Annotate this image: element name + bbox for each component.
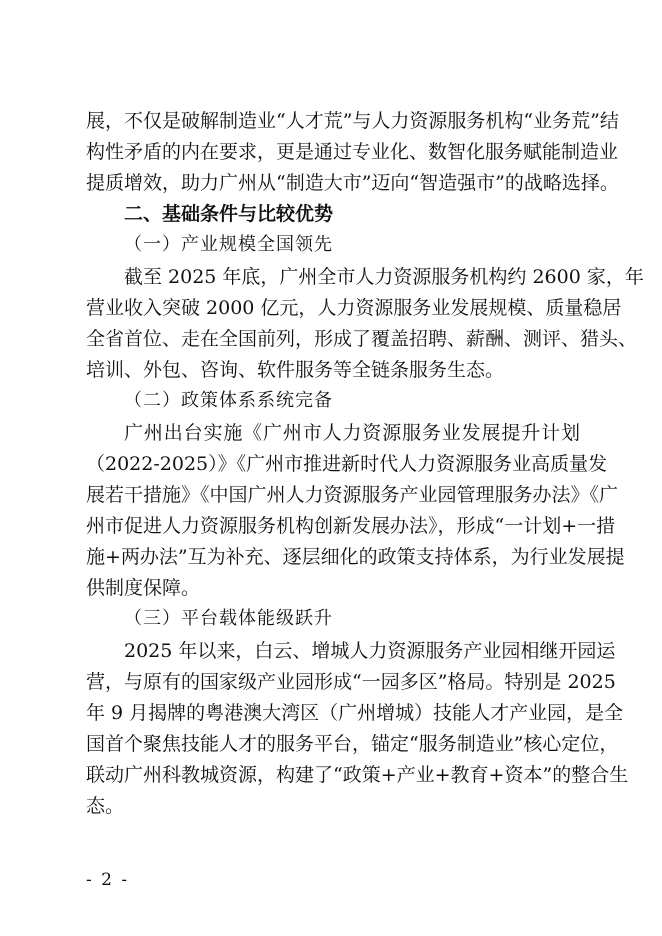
body-text-line: 截至 2025 年底，广州全市人力资源服务机构约 2600 家，年 (124, 266, 644, 288)
body-text-line: 年 9 月揭牌的粤港澳大湾区（广州增城）技能人才产业园，是全 (86, 702, 624, 724)
body-text-line: 广州出台实施《广州市人力资源服务业发展提升计划 (124, 422, 580, 444)
body-text-line: 态。 (86, 795, 125, 817)
body-text-line: （2022-2025）》《广州市推进新时代人力资源服务业高质量发 (86, 453, 608, 475)
body-text-line: 营业收入突破 2000 亿元，人力资源服务业发展规模、质量稳居 (86, 297, 622, 319)
body-text-line: 营，与原有的国家级产业园形成“一园多区”格局。特别是 2025 (86, 671, 616, 693)
body-text-line: 施+两办法”互为补充、逐层细化的政策支持体系，为行业发展提 (86, 546, 625, 568)
section-heading: 二、基础条件与比较优势 (124, 203, 334, 225)
body-text-line: 提质增效，助力广州从“制造大市”迈向“智造强市”的战略选择。 (86, 172, 619, 194)
subsection-heading-3: （三）平台载体能级跃升 (124, 608, 333, 629)
body-text-line: 国首个聚焦技能人才的服务平台，锚定“服务制造业”核心定位， (86, 733, 619, 755)
body-text-line: 构性矛盾的内在要求，更是通过专业化、数智化服务赋能制造业 (86, 141, 619, 163)
subsection-heading-2: （二）政策体系系统完备 (124, 390, 333, 411)
body-text-line: 展若干措施》《中国广州人力资源服务产业园管理服务办法》《广 (86, 484, 619, 506)
body-text-line: 2025 年以来，白云、增城人力资源服务产业园相继开园运 (124, 640, 616, 662)
body-text-line: 联动广州科教城资源，构建了“政策+产业+教育+资本”的整合生 (86, 764, 629, 786)
body-text-line: 全省首位、走在全国前列，形成了覆盖招聘、薪酬、测评、猎头、 (86, 328, 638, 350)
body-text-line: 州市促进人力资源服务机构创新发展办法》，形成“一计划+一措 (86, 515, 616, 537)
body-text-line: 培训、外包、咨询、软件服务等全链条服务生态。 (86, 359, 505, 381)
body-text-line: 展，不仅是破解制造业“人才荒”与人力资源服务机构“业务荒”结 (86, 110, 619, 132)
subsection-heading-1: （一）产业规模全国领先 (124, 234, 333, 255)
body-text-line: 供制度保障。 (86, 577, 201, 599)
page-number: - 2 - (86, 870, 130, 890)
